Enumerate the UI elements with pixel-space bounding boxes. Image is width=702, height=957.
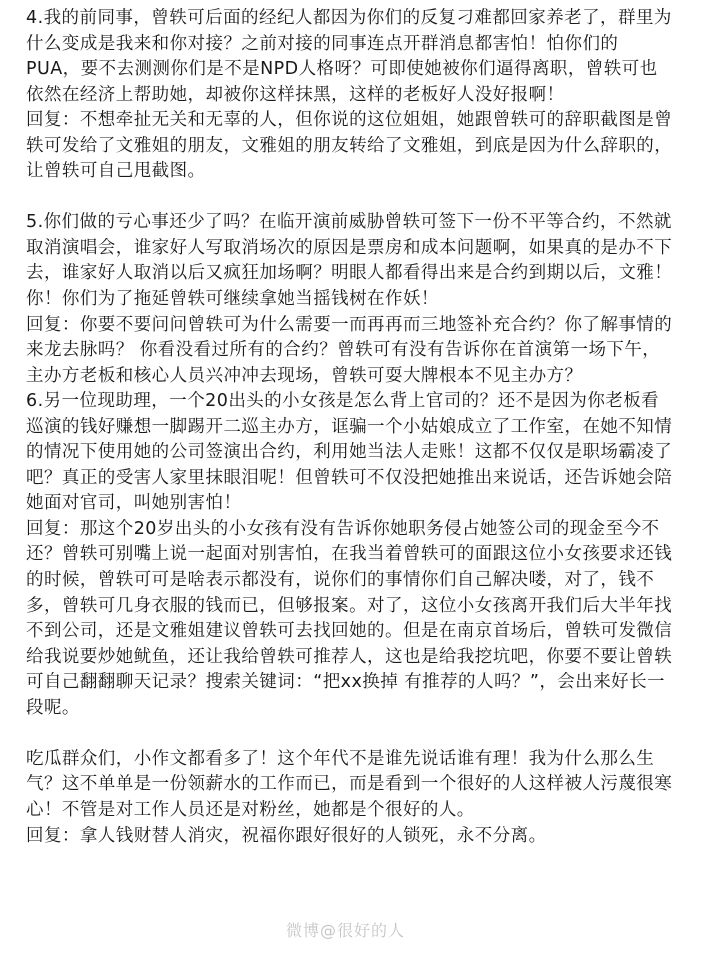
paragraph (26, 6, 682, 185)
paragraph-gap (26, 185, 682, 211)
text-line: 6.另一位现助理，一个20出头的小女孩是怎么背上官司的？还不是因为你老板看 (26, 391, 660, 412)
text-line: 气？这不单单是一份领薪水的工作而已，而是看到一个很好的人这样被人污蔑很寒 (26, 774, 673, 795)
text-line: 4.我的前同事，曾轶可后面的经纪人都因为你们的反复刁难都回家养老了，群里为 (26, 8, 672, 28)
text-line: 的时候，曾轶可可是啥表示都没有，说你们的事情你们自己解决喽，对了，钱不 (26, 570, 655, 591)
text-line: 巡演的钱好赚想一脚踢开二巡主办方，诓骗一个小姑娘成立了工作室，在她不知情 (26, 416, 673, 437)
paragraph (26, 747, 682, 849)
weibo-watermark: 微博@很好的人 (286, 921, 406, 940)
text-line: 依然在经济上帮助她，却被你这样抹黑，这样的老板好人没好报啊！ (26, 84, 565, 105)
text-line: 让曾轶可自己甩截图。 (26, 161, 206, 182)
text-line: 去，谁家好人取消以后又疯狂加场啊？明眼人都看得出来是合约到期以后，文雅！ (26, 263, 673, 284)
text-line: 来龙去脉吗？ 你看没看过所有的合约？曾轶可有没有告诉你在首演第一场下午， (26, 340, 661, 361)
text-line: 5.你们做的亏心事还少了吗？在临开演前威胁曾轶可签下一份不平等合约，不然就 (26, 212, 672, 233)
text-line: 还？曾轶可别嘴上说一起面对别害怕，在我当着曾轶可的面跟这位小女孩要求还钱 (26, 544, 673, 565)
text-line: 取消演唱会，谁家好人写取消场次的原因是票房和成本问题啊，如果真的是办不下 (26, 237, 673, 258)
text-line: 她面对官司，叫她别害怕！ (26, 493, 242, 514)
text-line: 不到公司，还是文雅姐建议曾轶可去找回她的。但是在南京首场后，曾轶可发微信 (26, 621, 673, 642)
text-line: 什么变成是我来和你对接？之前对接的同事连点开群消息都害怕！怕你们的 (26, 33, 619, 54)
text-line: 多，曾轶可几身衣服的钱而已，但够报案。对了，这位小女孩离开我们后大半年找 (26, 595, 673, 616)
text-line: 轶可发给了文雅姐的朋友，文雅姐的朋友转给了文雅姐，到底是因为什么辞职的， (26, 135, 673, 156)
text-line: 吧？真正的受害人家里抹眼泪呢！但曾轶可不仅没把她推出来说话，还告诉她会陪 (26, 467, 673, 488)
text-line: 可自己翻翻聊天记录？搜索关键词：“把xx换掉 有推荐的人吗？”，会出来好长一 (26, 672, 666, 693)
text-line: 给我说要炒她鱿鱼，还让我给曾轶可推荐人，这也是给我挖坑吧，你要不要让曾轶 (26, 646, 673, 667)
text-line: 的情况下使用她的公司签演出合约，利用她当法人走账！这都不仅仅是职场霸凌了 (26, 442, 673, 463)
text-line: 主办方老板和核心人员兴冲冲去现场，曾轶可耍大牌根本不见主办方？ (26, 365, 583, 386)
text-line: 回复：那这个20岁出头的小女孩有没有告诉你她职务侵占她签公司的现金至今不 (26, 518, 660, 539)
text-line: 心！不管是对工作人员还是对粉丝，她都是个很好的人。 (26, 799, 475, 820)
text-line: PUA，要不去测测你们是不是NPD人格呀？可即使她被你们逼得离职，曾轶可也 (26, 59, 658, 80)
text-line: 你！你们为了拖延曾轶可继续拿她当摇钱树在作妖！ (26, 289, 439, 310)
paragraph-gap (26, 721, 682, 747)
text-line: 回复：不想牵扯无关和无辜的人，但你说的这位姐姐，她跟曾轶可的辞职截图是曾 (26, 110, 673, 131)
text-line: 回复：你要不要问问曾轶可为什么需要一而再再而三地签补充合约？你了解事情的 (26, 314, 673, 335)
text-line: 吃瓜群众们，小作文都看多了！这个年代不是谁先说话谁有理！我为什么那么生 (26, 748, 655, 769)
text-line: 回复：拿人钱财替人消灾，祝福你跟好很好的人锁死，永不分离。 (26, 825, 547, 846)
paragraph (26, 210, 682, 721)
text-line: 段呢。 (26, 697, 80, 718)
